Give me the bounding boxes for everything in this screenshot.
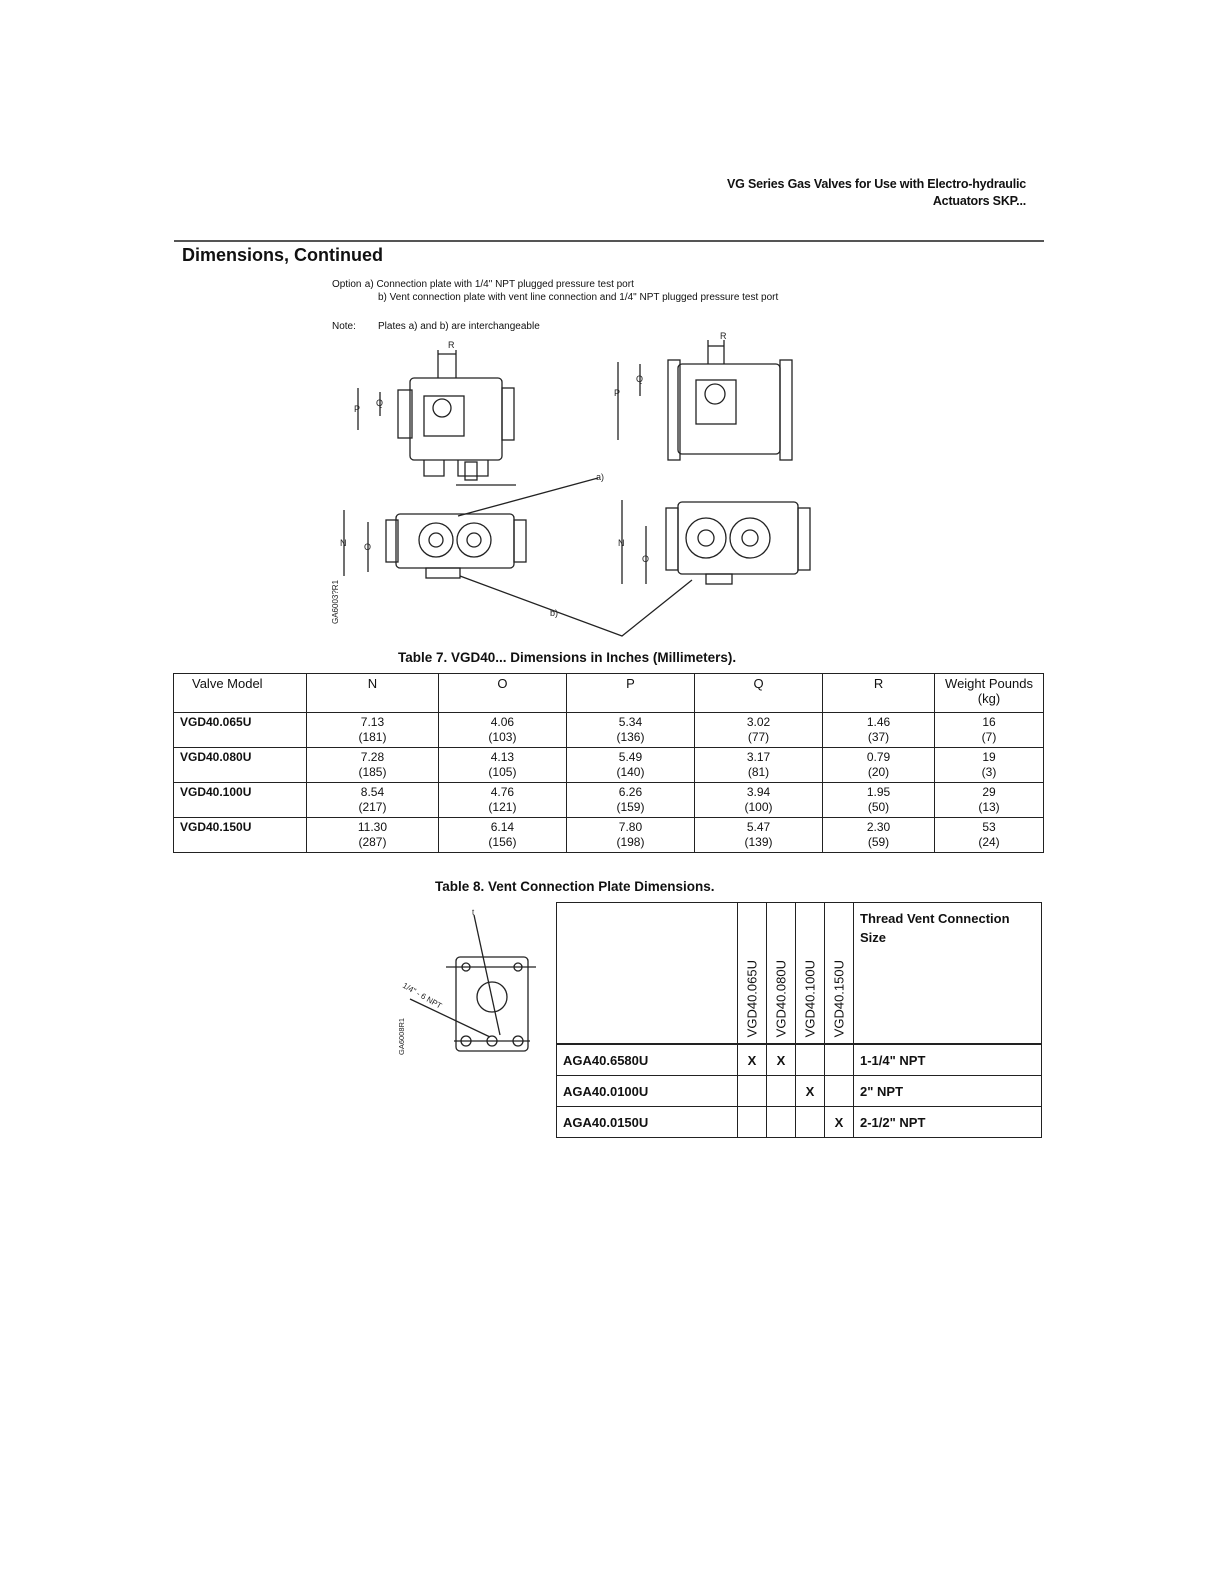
header-line-1: VG Series Gas Valves for Use with Electro-hydraulic xyxy=(727,177,1026,191)
table7-header-o: O xyxy=(438,674,566,713)
table7-cell: 7.28 (185) xyxy=(307,748,439,783)
table7-cell: 6.14 (156) xyxy=(438,818,566,853)
section-title: Dimensions, Continued xyxy=(182,245,384,265)
table7-cell: 4.76 (121) xyxy=(438,783,566,818)
table8-header-col-4: VGD40.150U xyxy=(825,903,854,1045)
table-row xyxy=(174,783,1044,818)
table8-cell-model: AGA40.0100U xyxy=(557,1076,738,1107)
note-text: Plates a) and b) are interchangeable xyxy=(378,321,540,332)
table7-cell: 29 (13) xyxy=(935,783,1044,818)
option-a-text: a) Connection plate with 1/4" NPT plugged pressure test port xyxy=(364,279,634,290)
plate-label-t: t xyxy=(472,908,475,917)
table7-cell-model: VGD40.150U xyxy=(174,818,307,853)
table7-cell: 6.26 (159) xyxy=(566,783,694,818)
dim-label-o2: O xyxy=(642,554,650,564)
table8-cell-model: AGA40.0150U xyxy=(557,1107,738,1138)
table8-header-col-1: VGD40.065U xyxy=(738,903,767,1045)
table8-header-row xyxy=(557,903,1042,1045)
table8-cell-mark: X xyxy=(767,1044,796,1076)
option-notes xyxy=(332,278,778,304)
table8-vent-plates xyxy=(556,902,1042,1138)
table7-cell: 4.13 (105) xyxy=(438,748,566,783)
table8-cell-thread: 2-1/2" NPT xyxy=(854,1107,1042,1138)
table7-cell: 3.02 (77) xyxy=(694,713,822,748)
table7-cell: 1.95 (50) xyxy=(823,783,935,818)
document-header xyxy=(727,176,1026,210)
table8-header-col-3: VGD40.100U xyxy=(796,903,825,1045)
valve-body-bottom-right xyxy=(678,502,798,574)
option-label: Option xyxy=(332,279,362,290)
drawing-code: GA6003?R1 xyxy=(331,579,340,624)
table-row xyxy=(174,713,1044,748)
header-line-2: Actuators SKP... xyxy=(932,194,1026,208)
table7-cell-model: VGD40.100U xyxy=(174,783,307,818)
leader-label-b: b) xyxy=(550,608,559,618)
table7-header-r: R xyxy=(823,674,935,713)
leader-label-a: a) xyxy=(596,472,605,482)
table7-cell: 1.46 (37) xyxy=(823,713,935,748)
table8-cell-mark: X xyxy=(738,1044,767,1076)
table8-cell-mark xyxy=(767,1076,796,1107)
table8-cell-thread: 2" NPT xyxy=(854,1076,1042,1107)
table8-cell-mark xyxy=(825,1044,854,1076)
table7-cell-model: VGD40.080U xyxy=(174,748,307,783)
table7-header-weight: Weight Pounds (kg) xyxy=(935,674,1044,713)
note-label: Note: xyxy=(332,321,356,332)
header-rule xyxy=(174,240,1044,242)
plate-label-npt: 1/4" - 6 NPT xyxy=(401,980,444,1011)
table-row xyxy=(174,818,1044,853)
table-row xyxy=(174,748,1044,783)
table8-cell-mark xyxy=(825,1076,854,1107)
table7-cell: 7.80 (198) xyxy=(566,818,694,853)
vent-plate-drawing xyxy=(390,905,550,1065)
dim-label-q1: Q xyxy=(376,398,384,408)
table8-header-thread: Thread Vent Connection Size xyxy=(854,903,1042,1045)
table8-cell-mark xyxy=(738,1107,767,1138)
table8-cell-model: AGA40.6580U xyxy=(557,1044,738,1076)
table7-cell: 11.30 (287) xyxy=(307,818,439,853)
table8-cell-mark: X xyxy=(825,1107,854,1138)
table7-caption: Table 7. VGD40... Dimensions in Inches (Millimeters). xyxy=(398,650,737,665)
table8-cell-thread: 1-1/4" NPT xyxy=(854,1044,1042,1076)
dim-label-r2: R xyxy=(720,331,727,341)
table7-header-n: N xyxy=(307,674,439,713)
table7-cell: 16 (7) xyxy=(935,713,1044,748)
dim-label-p1: P xyxy=(354,404,361,414)
table-row xyxy=(557,1076,1042,1107)
table8-header-blank xyxy=(557,903,738,1045)
table7-cell: 2.30 (59) xyxy=(823,818,935,853)
table8-cell-mark xyxy=(796,1107,825,1138)
table7-cell: 53 (24) xyxy=(935,818,1044,853)
table7-header-q: Q xyxy=(694,674,822,713)
table7-cell: 7.13 (181) xyxy=(307,713,439,748)
table7-cell: 5.49 (140) xyxy=(566,748,694,783)
table-row xyxy=(557,1107,1042,1138)
table7-cell-model: VGD40.065U xyxy=(174,713,307,748)
note xyxy=(332,321,540,332)
valve-body-top-right xyxy=(678,364,780,454)
table7-header-p: P xyxy=(566,674,694,713)
dim-label-n1: N xyxy=(340,538,347,548)
table7-cell: 3.17 (81) xyxy=(694,748,822,783)
table7-header-model: Valve Model xyxy=(174,674,307,713)
table7-cell: 8.54 (217) xyxy=(307,783,439,818)
dim-label-p2: P xyxy=(614,388,621,398)
table7-cell: 19 (3) xyxy=(935,748,1044,783)
dim-label-q2: Q xyxy=(636,374,644,384)
dim-label-n2: N xyxy=(618,538,625,548)
option-b-text: b) Vent connection plate with vent line connection and 1/4" NPT plugged pressure test port xyxy=(378,292,779,303)
table-row xyxy=(557,1044,1042,1076)
table7-cell: 5.47 (139) xyxy=(694,818,822,853)
valve-body-bottom-left xyxy=(396,514,514,568)
dim-label-r1: R xyxy=(448,340,455,350)
table8-cell-mark xyxy=(767,1107,796,1138)
table7-dimensions xyxy=(173,673,1044,853)
table8-cell-mark xyxy=(796,1044,825,1076)
table7-cell: 0.79 (20) xyxy=(823,748,935,783)
table8-cell-mark: X xyxy=(796,1076,825,1107)
dim-label-o1: O xyxy=(364,542,372,552)
table8-cell-mark xyxy=(738,1076,767,1107)
table7-cell: 5.34 (136) xyxy=(566,713,694,748)
table7-cell: 4.06 (103) xyxy=(438,713,566,748)
plate-drawing-code: GA6008R1 xyxy=(397,1017,406,1055)
table7-header-row xyxy=(174,674,1044,713)
table8-caption: Table 8. Vent Connection Plate Dimensions. xyxy=(435,879,715,894)
table7-cell: 3.94 (100) xyxy=(694,783,822,818)
table8-header-col-2: VGD40.080U xyxy=(767,903,796,1045)
valve-dimension-drawing xyxy=(328,331,818,640)
